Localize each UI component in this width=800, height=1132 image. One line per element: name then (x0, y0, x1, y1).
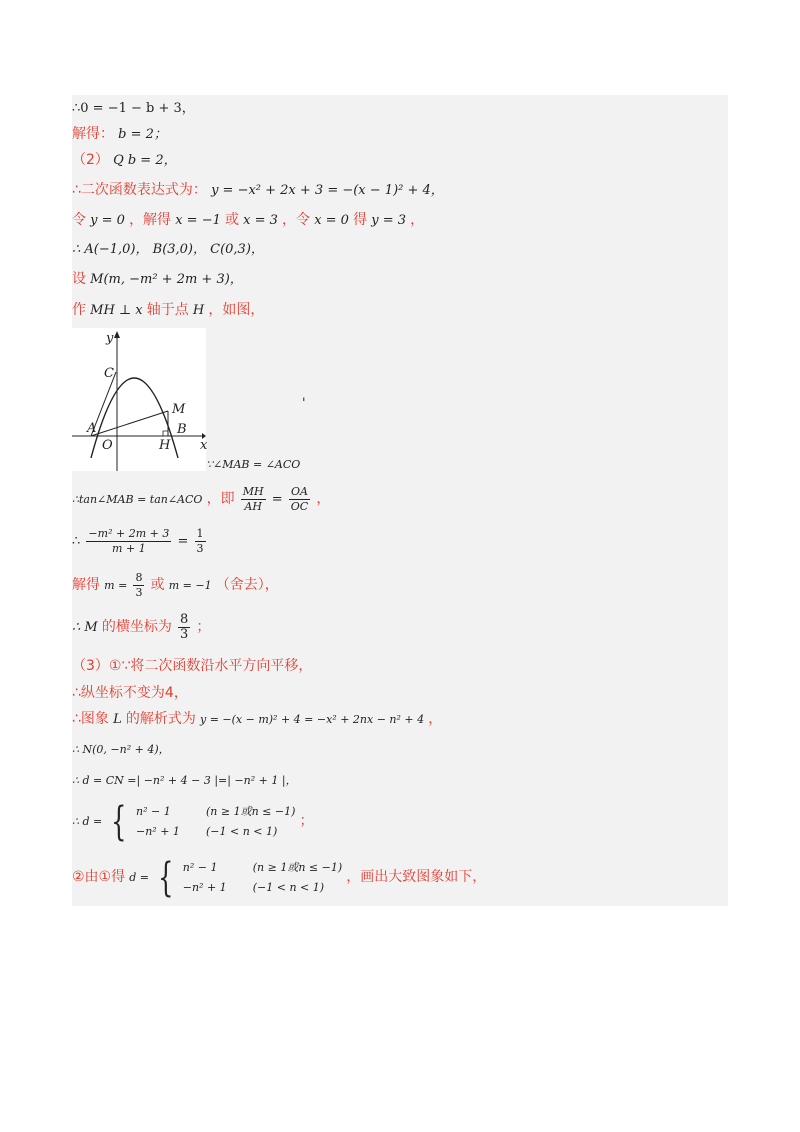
line-2 (72, 125, 167, 144)
math-text: b = 2； (118, 127, 167, 142)
fraction-rhs (195, 527, 206, 556)
therefore-symbol: ∴ (72, 534, 81, 549)
label-b: B (177, 422, 187, 437)
case-expr: −n² + 1 (182, 880, 227, 894)
line-10 (72, 484, 330, 515)
denominator: OC (290, 500, 309, 513)
text: ②由①得 (72, 869, 126, 885)
text: 或 (150, 577, 165, 593)
text: ， (428, 711, 443, 727)
math-text: m = −1 (168, 579, 212, 592)
text: ，如图， (208, 302, 265, 318)
text: （舍去）， (215, 577, 279, 593)
text: ，即 (206, 491, 235, 507)
line-12 (72, 570, 279, 601)
label-o: O (102, 438, 113, 453)
math-text: d = (129, 871, 150, 884)
mark-text: ' (302, 396, 306, 411)
math-text: ∴ A(−1,0)， B(3,0)， C(0,3)， (72, 242, 264, 257)
denominator: 3 (135, 586, 143, 599)
denominator: 3 (180, 627, 189, 642)
line-13 (72, 612, 210, 643)
brace-icon: { (158, 854, 174, 901)
text: 令 (72, 212, 86, 228)
text: 的横坐标为 (101, 619, 172, 635)
case-row (136, 822, 295, 842)
denominator: 3 (196, 542, 204, 555)
text: 的解析式为 (125, 711, 196, 727)
piecewise-cases (136, 802, 295, 842)
line-17 (72, 741, 170, 759)
numerator: 1 (196, 527, 204, 540)
fraction-8-3 (178, 613, 190, 642)
case-row (183, 878, 342, 898)
numerator: MH (242, 485, 264, 498)
line-16 (72, 710, 442, 729)
fraction-8-3 (133, 571, 144, 600)
math-text: m = (104, 579, 128, 592)
math-text: y = 0 (90, 213, 125, 228)
label-m: M (172, 402, 186, 417)
text: 作 (72, 302, 86, 318)
case-expr: n² − 1 (182, 860, 218, 874)
figure-svg (72, 328, 206, 471)
text: ，解得 (129, 212, 172, 228)
case-row (136, 802, 295, 822)
numerator: −m² + 2m + 3 (88, 527, 170, 540)
math-text: ∴tan∠MAB = tan∠ACO (72, 493, 203, 506)
math-text: MH ⊥ x (90, 303, 143, 318)
line-11 (72, 527, 208, 557)
math-text: y = −x² + 2x + 3 = −(x − 1)² + 4， (211, 183, 444, 198)
text: ， (410, 212, 425, 228)
line-18 (72, 772, 297, 790)
math-text: L (113, 712, 122, 727)
math-text: ∴ d = (72, 815, 103, 828)
case-expr: n² − 1 (135, 804, 171, 818)
label-text: ∴二次函数表达式为： (72, 182, 207, 198)
case-expr: −n² + 1 (135, 824, 180, 838)
piecewise-cases (183, 858, 342, 898)
text: 设 (72, 271, 86, 287)
math-text: ∴ N(0, −n² + 4)， (72, 743, 170, 756)
math-text: x = 0 (314, 213, 349, 228)
brace-icon: { (111, 798, 127, 845)
label-h: H (159, 438, 171, 453)
numerator: 8 (180, 612, 189, 627)
fraction-mh-ah (241, 485, 266, 514)
y-arrow-icon (114, 331, 120, 338)
math-text: ∵∠MAB = ∠ACO (206, 458, 301, 471)
text: ； (196, 619, 211, 635)
line-7 (72, 270, 243, 289)
case-condition: (−1 < n < 1) (205, 824, 278, 838)
case-condition: (n ≥ 1或n ≤ −1) (252, 860, 343, 874)
text: ， (316, 491, 331, 507)
segment-am (91, 411, 168, 436)
solution-panel (72, 95, 728, 906)
fraction-lhs (86, 527, 171, 556)
text: （3）①∵将二次函数沿水平方向平移， (72, 658, 313, 674)
fraction-oa-oc (289, 485, 310, 514)
case-condition: (−1 < n < 1) (252, 880, 325, 894)
line-5 (72, 211, 424, 230)
text: 解得 (72, 577, 100, 593)
text: 轴于点 (146, 302, 189, 318)
math-text: Q b = 2， (113, 153, 177, 168)
text: ，画出大致图象如下， (346, 869, 487, 885)
line-8 (72, 301, 264, 320)
line-14 (72, 657, 312, 675)
eq-text: ∴0 = −1 − b + 3， (72, 101, 195, 116)
line-6 (72, 241, 264, 259)
equals-sign: = (177, 534, 189, 549)
label-a: A (87, 421, 97, 436)
line-20 (72, 854, 487, 901)
right-angle-mark (163, 431, 168, 436)
label-text: 解得： (72, 126, 114, 142)
line-1 (72, 100, 195, 118)
text: ∴纵坐标不变为4， (72, 685, 188, 701)
math-text: M(m, −m² + 2m + 3)， (90, 272, 243, 287)
math-text: H (192, 303, 205, 318)
label-text: （2） (72, 152, 109, 168)
numerator: 8 (135, 571, 143, 584)
denominator: m + 1 (112, 542, 146, 555)
line-3 (72, 151, 177, 170)
text: 得 (353, 212, 368, 228)
stray-mark (302, 395, 306, 413)
line-4 (72, 181, 444, 200)
math-text: ∴ M (72, 620, 98, 635)
equals-sign: = (271, 492, 283, 507)
label-c: C (104, 366, 114, 381)
parabola-figure (72, 328, 206, 471)
case-condition: (n ≥ 1或n ≤ −1) (205, 804, 296, 818)
text: ∴图象 (72, 711, 109, 727)
line-9 (206, 456, 300, 474)
math-text: y = 3 (371, 213, 407, 228)
math-text: x = −1 (175, 213, 221, 228)
text: ，令 (282, 212, 311, 228)
math-text: ∴ d = CN =| −n² + 4 − 3 |=| −n² + 1 |， (72, 774, 297, 787)
label-x: x (200, 438, 208, 453)
label-y: y (106, 331, 114, 346)
math-text: y = −(x − m)² + 4 = −x² + 2nx − n² + 4 (199, 713, 425, 726)
math-text: x = 3 (243, 213, 278, 228)
text: 或 (225, 212, 239, 228)
denominator: AH (244, 500, 262, 513)
numerator: OA (291, 485, 308, 498)
case-row (183, 858, 342, 878)
line-15 (72, 684, 188, 702)
line-19 (72, 798, 314, 845)
text: ； (299, 813, 314, 829)
